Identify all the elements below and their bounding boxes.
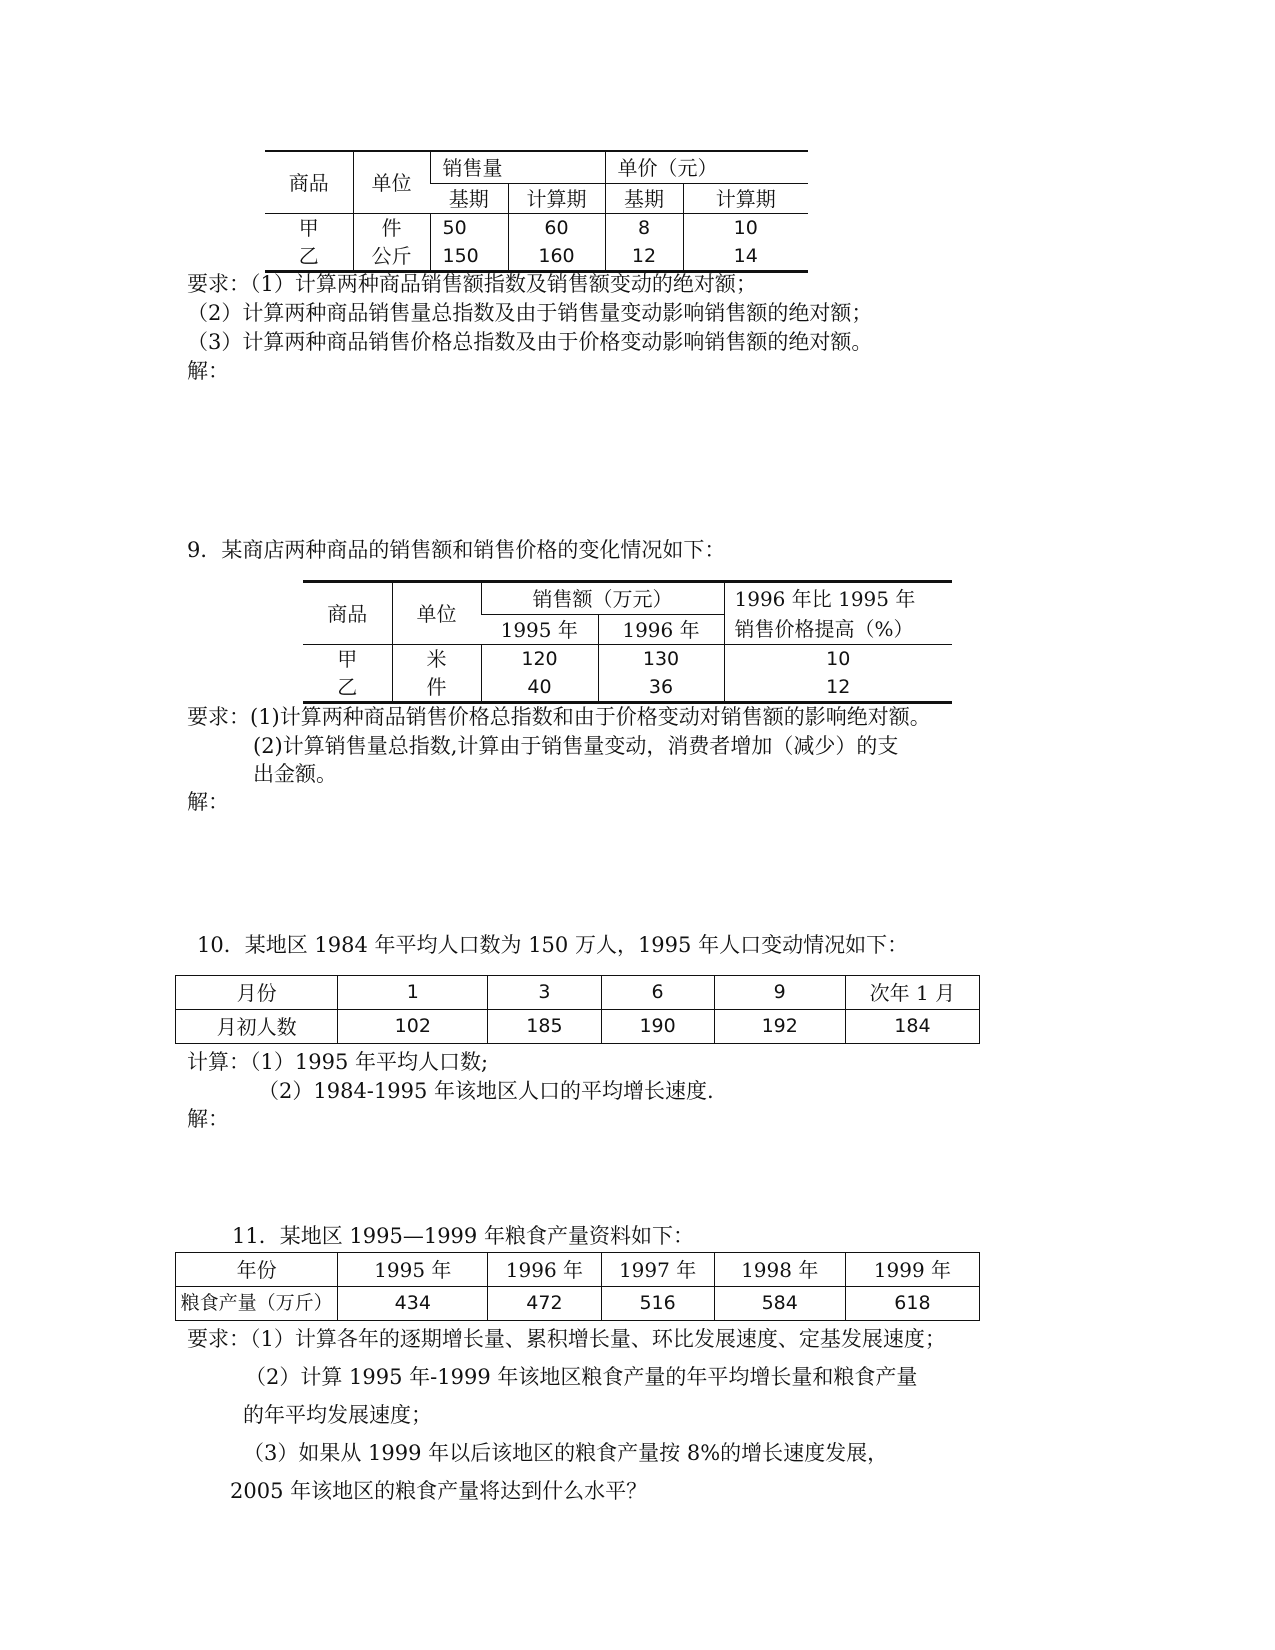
cell: 月初人数 (176, 1010, 338, 1044)
table-row (176, 1287, 980, 1321)
cell: 36 (598, 673, 724, 703)
cell: 1995 年 (338, 1253, 488, 1287)
q8-requirement-1: 要求：（1）计算两种商品销售额指数及销售额变动的绝对额； (187, 272, 757, 296)
table-row (303, 645, 952, 674)
q10-title: 10．某地区 1984 年平均人口数为 150 万人，1995 年人口变动情况如下： (197, 933, 909, 957)
cell: 10 (683, 214, 808, 243)
cell: 184 (845, 1010, 979, 1044)
cell: 1998 年 (714, 1253, 845, 1287)
cell: 516 (601, 1287, 714, 1321)
cell: 甲 (265, 214, 353, 243)
cell: 件 (392, 673, 481, 703)
header-price-raise-line2: 销售价格提高（%） (724, 615, 952, 645)
cell: 米 (392, 645, 481, 674)
q9-requirement-1: 要求：(1)计算两种商品销售价格总指数和由于价格变动对销售额的影响绝对额。 (187, 705, 931, 729)
header-commodity: 商品 (288, 170, 329, 195)
q11-requirement-1: 要求：（1）计算各年的逐期增长量、累积增长量、环比发展速度、定基发展速度； (187, 1327, 946, 1351)
cell: 1996 年 (488, 1253, 601, 1287)
cell: 130 (598, 645, 724, 674)
cell: 434 (338, 1287, 488, 1321)
cell: 50 (430, 214, 508, 243)
cell: 9 (714, 976, 845, 1010)
cell: 8 (605, 214, 683, 243)
q8-solution-label: 解： (187, 359, 229, 383)
cell: 190 (601, 1010, 714, 1044)
cell: 192 (714, 1010, 845, 1044)
q11-requirement-2b: 的年平均发展速度； (243, 1403, 432, 1427)
cell: 1997 年 (601, 1253, 714, 1287)
cell: 472 (488, 1287, 601, 1321)
cell: 甲 (303, 645, 392, 674)
cell: 粮食产量（万斤） (176, 1287, 338, 1321)
table-row (265, 214, 808, 243)
table-row (176, 1010, 980, 1044)
cell: 10 (724, 645, 952, 674)
q11-requirement-3a: （3）如果从 1999 年以后该地区的粮食产量按 8%的增长速度发展， (243, 1441, 889, 1465)
q9-requirement-2a: (2)计算销售量总指数,计算由于销售量变动，消费者增加（减少）的支 (253, 734, 899, 758)
cell: 3 (488, 976, 601, 1010)
cell: 件 (353, 214, 430, 243)
cell: 60 (508, 214, 605, 243)
q9-title: 9．某商店两种商品的销售额和销售价格的变化情况如下： (187, 538, 726, 562)
cell: 1 (338, 976, 488, 1010)
table-row (176, 1253, 980, 1287)
header-commodity: 商品 (327, 601, 368, 626)
sales-amount-table (303, 580, 952, 704)
cell: 40 (481, 673, 598, 703)
q10-requirement-1: 计算：（1）1995 年平均人口数; (187, 1050, 489, 1074)
header-base: 基期 (430, 184, 508, 214)
q10-solution-label: 解： (187, 1107, 229, 1131)
cell: 12 (724, 673, 952, 703)
q8-requirement-2: （2）计算两种商品销售量总指数及由于销售量变动影响销售额的绝对额； (187, 301, 873, 325)
cell: 12 (605, 242, 683, 272)
cell: 月份 (176, 976, 338, 1010)
header-year-1995: 1995 年 (500, 617, 578, 642)
cell: 102 (338, 1010, 488, 1044)
cell: 150 (430, 242, 508, 272)
header-sales-amount: 销售额（万元） (481, 582, 724, 615)
q11-requirement-2a: （2）计算 1995 年-1999 年该地区粮食产量的年平均增长量和粮食产量 (245, 1365, 918, 1389)
population-table (175, 975, 980, 1044)
cell: 6 (601, 976, 714, 1010)
cell: 185 (488, 1010, 601, 1044)
grain-output-table (175, 1252, 980, 1321)
q10-requirement-2: （2）1984-1995 年该地区人口的平均增长速度. (258, 1079, 714, 1103)
q9-solution-label: 解： (187, 790, 229, 814)
cell: 160 (508, 242, 605, 272)
header-sales-qty: 销售量 (430, 151, 605, 184)
cell: 公斤 (353, 242, 430, 272)
header-base: 基期 (605, 184, 683, 214)
table-row (303, 673, 952, 703)
table-row (176, 976, 980, 1010)
sales-price-table (265, 150, 808, 273)
header-calc: 计算期 (683, 184, 808, 214)
q11-requirement-3b: 2005 年该地区的粮食产量将达到什么水平？ (230, 1479, 648, 1503)
cell: 乙 (298, 244, 319, 268)
cell: 14 (683, 242, 808, 272)
q11-title: 11．某地区 1995—1999 年粮食产量资料如下： (232, 1224, 694, 1248)
header-unit: 单位 (353, 151, 430, 214)
cell: 乙 (337, 675, 358, 699)
header-calc: 计算期 (508, 184, 605, 214)
cell: 618 (845, 1287, 979, 1321)
header-price: 单价（元） (605, 151, 808, 184)
cell: 次年 1 月 (845, 976, 979, 1010)
table-row (265, 242, 808, 272)
header-unit: 单位 (392, 582, 481, 645)
cell: 120 (481, 645, 598, 674)
cell: 年份 (176, 1253, 338, 1287)
cell: 1999 年 (845, 1253, 979, 1287)
header-price-raise-line1: 1996 年比 1995 年 (724, 582, 952, 615)
q9-requirement-2b: 出金额。 (253, 762, 337, 786)
cell: 584 (714, 1287, 845, 1321)
q8-requirement-3: （3）计算两种商品销售价格总指数及由于价格变动影响销售额的绝对额。 (187, 330, 873, 354)
header-year-1996: 1996 年 (598, 615, 724, 645)
